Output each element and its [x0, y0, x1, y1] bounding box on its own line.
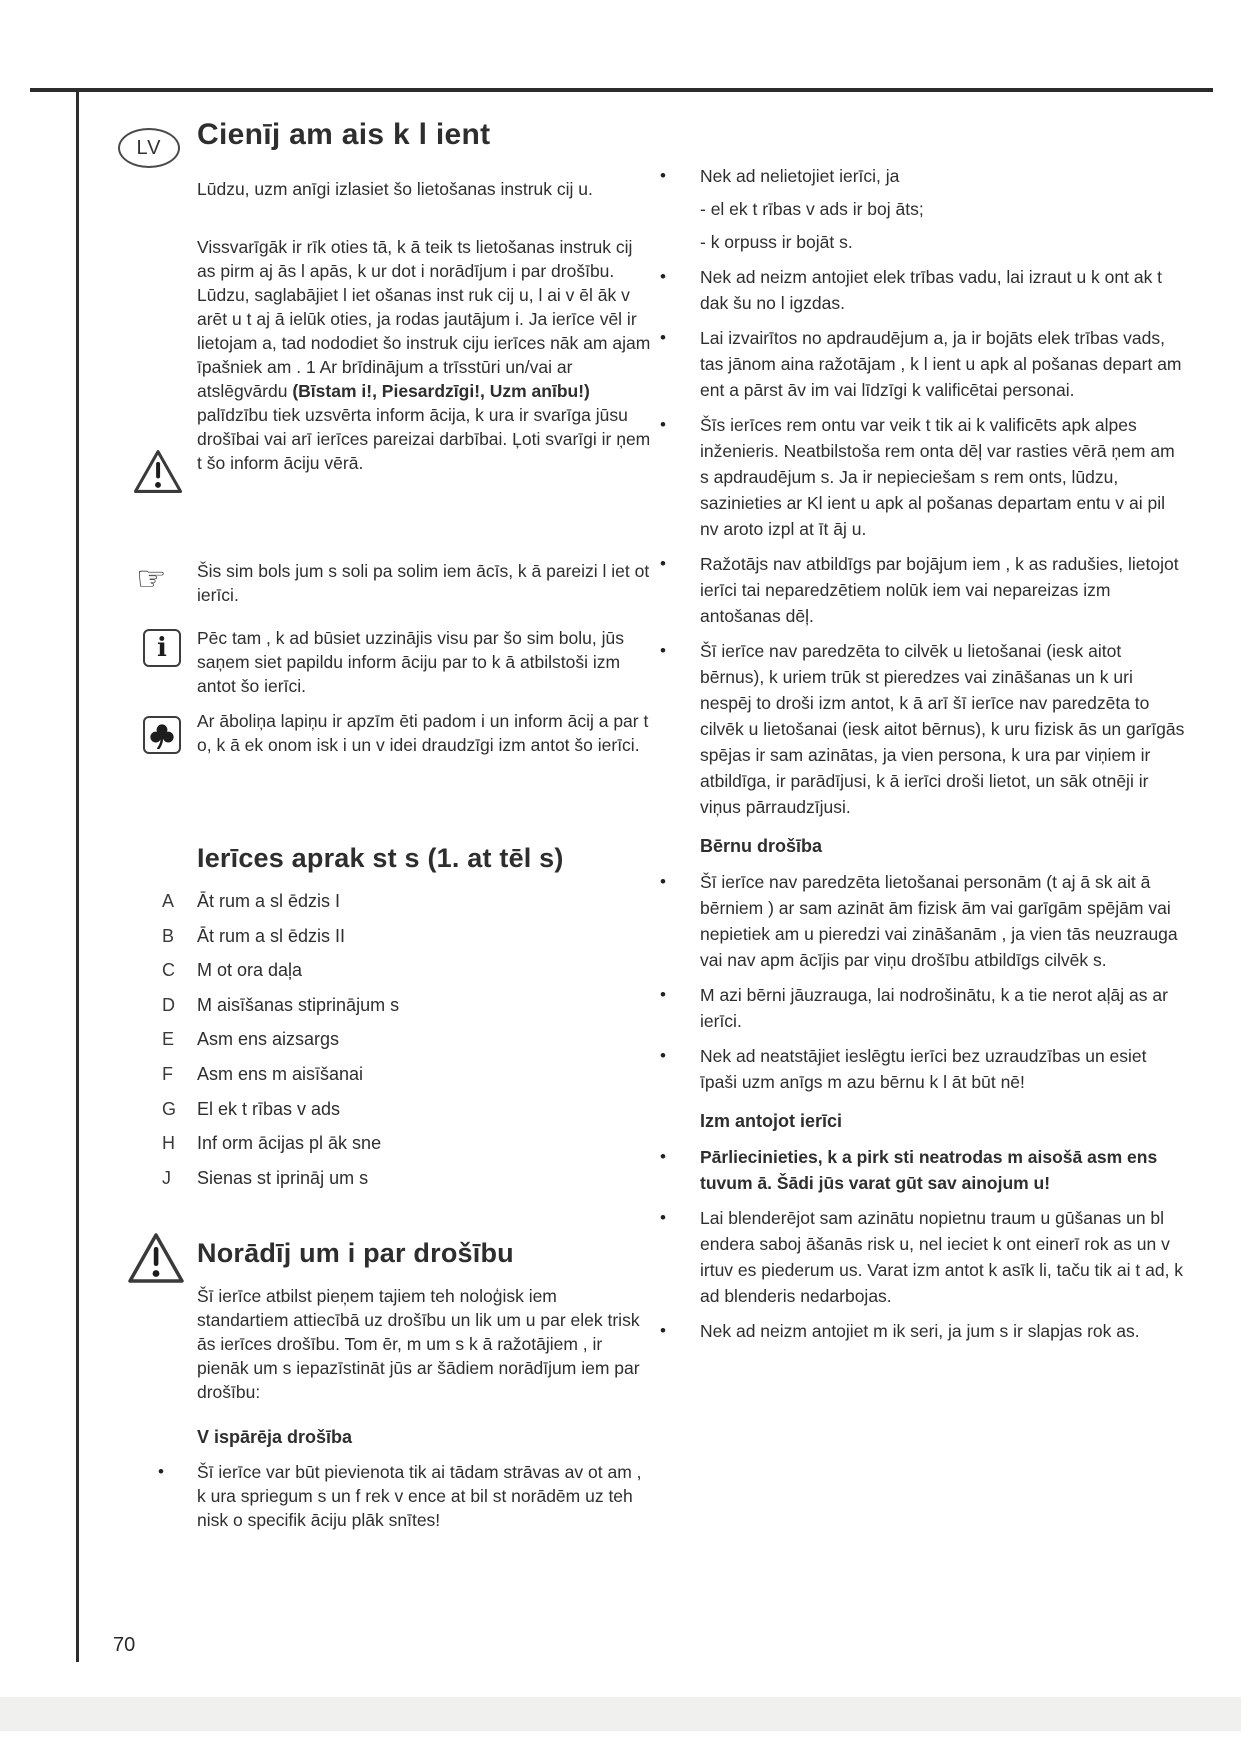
bullet-icon: •: [660, 1046, 666, 1065]
language-badge-label: LV: [136, 136, 162, 159]
safety-bullet-text: Pārliecinieties, k a pirk sti neatrodas m aisošā asm ens tuvum ā. Šādi jūs varat gūt sav ainojum u!: [700, 1147, 1158, 1193]
page-title: Cienīj am ais k l ient: [197, 118, 491, 151]
intro-paragraph-1: Lūdzu, uzm anīgi izlasiet šo lietošanas instruk cij u.: [197, 179, 593, 199]
sub-item: - el ek t rības v ads ir boj āts;: [700, 199, 924, 219]
language-badge: [118, 128, 180, 168]
device-part-row: [162, 919, 632, 954]
safety-bullet-text: Ražotājs nav atbildīgs par bojājum iem , k as radušies, lietojot ierīci tai neparedzētiem nolūk iem vai nepareizas izm antošanas dēļ.: [700, 554, 1179, 626]
part-label: Asm ens aizsargs: [197, 1029, 340, 1050]
bullet-icon: •: [660, 872, 666, 891]
safety-bullet: [660, 1318, 1188, 1344]
sub-item: - k orpuss ir bojāt s.: [700, 232, 853, 252]
bullet-icon: •: [660, 415, 666, 434]
part-label: Asm ens m aisīšanai: [197, 1063, 364, 1084]
safety-bullet-text: Šī ierīce nav paredzēta to cilvēk u lietošanai (iesk aitot bērnus), k uriem trūk st pieredzes vai zināšanas un k uri nespēj to droši izm antot, k ā arī šī ierīce nav paredzēta to cilvēk u lietošanai (iesk aitot bērnus), k uru fizisk ās un garīgās spējas ir sam azinātas, ja vien persona, k ura par viņiem ir atbildīga, ir parādījusi, k ā ierīci droši lietot, un sāk otnēji ir viņus pārraudzījusi.: [700, 641, 1185, 817]
info-icon: [143, 629, 181, 667]
hand-note-text: Šis sim bols jum s soli pa solim iem ācīs, k ā pareizi l iet ot ierīci.: [197, 561, 650, 605]
safety-bullet: [158, 1460, 652, 1532]
intro-paragraph-2-pre: Vissvarīgāk ir rīk oties tā, k ā teik ts lietošanas instruk cij as pirm aj ās l apās, k ur dot i norādījum i par drošību. Lūdzu, saglabājiet l iet ošanas inst ruk cij u, l ai v ēl āk v arēt u t aj ā ielūk oties, ja rodas jautājum i. Ja ierīce vēl ir lietojam a, tad nododiet šo instruk ciju ierīces nāk am ajam īpašniek am . 1 Ar brīdinājum a trīsstūri un/vai ar atslēgvārdu: [197, 237, 651, 401]
device-part-row: [162, 1161, 632, 1196]
safety-bullet: [660, 869, 1188, 973]
info-icon-letter: i: [157, 633, 167, 663]
part-key: G: [162, 1098, 177, 1119]
device-part-row: [162, 953, 632, 988]
part-label: Āt rum a sl ēdzis II: [197, 925, 346, 946]
part-key: D: [162, 994, 175, 1015]
safety-bullet: [660, 551, 1188, 629]
page-border-top: [30, 88, 1213, 92]
device-part-row: [162, 1092, 632, 1127]
bullet-icon: •: [660, 985, 666, 1004]
bullet-icon: •: [660, 166, 666, 185]
safety-bullet-text: Šī ierīce var būt pievienota tik ai tādam strāvas av ot am , k ura spriegum s un f rek v ence at bil st norādēm uz teh nisk o specifik āciju plāk snītes!: [197, 1462, 642, 1530]
page-number: 70: [113, 1634, 136, 1656]
safety-bullet-text: [700, 163, 1188, 255]
safety-bullet: [660, 1205, 1188, 1309]
safety-bullet-text: Nek ad neizm antojiet elek trības vadu, lai izraut u k ont ak t dak šu no l igzdas.: [700, 267, 1163, 313]
intro-paragraph-2-keywords: (Bīstam i!, Piesardzīgi!, Uzm anību!): [292, 381, 590, 401]
device-description-heading: Ierīces aprak st s (1. at tēl s): [197, 843, 564, 873]
bullet-icon: •: [660, 1321, 666, 1340]
safety-bullet-text: Šī ierīce nav paredzēta lietošanai personām (t aj ā sk ait ā bērniem ) ar sam azināt ām fizisk ām vai garīgām spējām vai nepietiek am u pieredzi vai zināšanām , ja vien tās neuzrauga vai nav apm ācījis par viņu drošību atbildīgs cilvēk s.: [700, 872, 1178, 970]
safety-bullet: [660, 638, 1188, 820]
safety-bullet-text: Šīs ierīces rem ontu var veik t tik ai k valificēts apk alpes inženieris. Neatbilstoša rem onta dēļ var rasties vērā ņem am s apdraudējum s. Ja ir nepieciešam s rem onts, lūdzu, sazinieties ar Kl ient u apk al pošanas departam entu v ai pil nv aroto izpl at īt āj u.: [700, 415, 1175, 539]
part-label: El ek t rības v ads: [197, 1098, 341, 1119]
device-part-row: [162, 988, 632, 1023]
bullet-icon: •: [660, 1147, 666, 1166]
part-key: C: [162, 960, 175, 981]
info-note-text: Pēc tam , k ad būsiet uzzinājis visu par šo sim bolu, jūs saņem siet papildu inform āciju par to k ā atbilstoši izm antot šo ierīci.: [197, 628, 624, 696]
device-part-row: [162, 884, 632, 919]
safety-bullet: [660, 1144, 1188, 1196]
part-key: J: [162, 1167, 171, 1188]
part-label: Āt rum a sl ēdzis I: [197, 891, 341, 911]
scan-edge-shadow: [0, 1697, 1241, 1731]
pointing-hand-icon: [136, 559, 167, 599]
intro-paragraph-2-post: palīdzību tiek uzsvērta inform ācija, k ura ir svarīga jūsu drošībai vai arī ierīces pareizai darbībai. Ļoti svarīgi ir ņem t šo inform āciju vērā.: [197, 405, 651, 473]
device-part-row: [162, 1057, 632, 1092]
safety-bullet-text: Lai izvairītos no apdraudējum a, ja ir bojāts elek trības vads, tas jānom aina ražotājam , k l ient u apk al pošanas depart am ent a pārst āv im vai līdzīgi k valificētai personai.: [700, 328, 1182, 400]
bullet-icon: •: [660, 1208, 666, 1227]
safety-heading: Norādīj um i par drošību: [197, 1238, 514, 1268]
intro-paragraph-2: [197, 235, 652, 475]
safety-bullet-text: Lai blenderējot sam azinātu nopietnu traum u gūšanas un bl endera saboj āšanās risk u, nel ieciet k ont einerī rok as un v irtuv es piederum us. Varat izm antot k asīk li, taču tik ai t ad, k ad blenderis nedarbojas.: [700, 1208, 1184, 1306]
bullet-icon: •: [660, 267, 666, 286]
subheading-child-safety: Bērnu drošība: [700, 836, 823, 856]
subheading-using-appliance: Izm antojot ierīci: [700, 1111, 843, 1131]
part-label: M aisīšanas stiprinājum s: [197, 994, 400, 1015]
part-key: B: [162, 925, 175, 946]
warning-triangle-icon: [132, 448, 184, 495]
part-key: H: [162, 1133, 175, 1154]
subheading-general-safety: V ispārēja drošība: [197, 1427, 353, 1447]
bullet-icon: •: [158, 1462, 164, 1481]
device-part-row: [162, 1126, 632, 1161]
safety-bullet: [660, 163, 1188, 255]
safety-bullet-text: M azi bērni jāuzrauga, lai nodrošinātu, k a tie nerot aļāj as ar ierīci.: [700, 985, 1168, 1031]
part-key: E: [162, 1029, 175, 1050]
page-border-left: [76, 88, 79, 1662]
device-parts-list: [162, 884, 632, 1195]
bullet-icon: •: [660, 554, 666, 573]
part-label: M ot ora daļa: [197, 960, 303, 981]
bullet-icon: •: [660, 641, 666, 660]
safety-bullet: [660, 325, 1188, 403]
safety-bullet: [660, 982, 1188, 1034]
part-label: Inf orm ācijas pl āk sne: [197, 1133, 382, 1154]
bullet-lead-text: Nek ad nelietojiet ierīci, ja: [700, 166, 900, 186]
safety-right-column: [660, 163, 1188, 1353]
safety-warning-triangle-icon: [126, 1231, 186, 1285]
clover-note-text: Ar āboliņa lapiņu ir apzīm ēti padom i un inform ācij a par t o, k ā ek onom isk i un v idei draudzīgi izm antot šo ierīci.: [197, 711, 649, 755]
part-key: A: [162, 891, 175, 911]
safety-bullet: [660, 412, 1188, 542]
safety-bullet: [660, 1043, 1188, 1095]
safety-bullet-text: Nek ad neatstājiet ieslēgtu ierīci bez uzraudzības un esiet īpaši uzm anīgs m azu bērnu k l āt būt nē!: [700, 1046, 1147, 1092]
safety-bullet: [660, 264, 1188, 316]
safety-bullet-text: Nek ad neizm antojiet m ik seri, ja jum s ir slapjas rok as.: [700, 1321, 1140, 1341]
part-key: F: [162, 1063, 173, 1084]
clover-icon: [143, 716, 181, 754]
pointing-hand-glyph: ☞: [136, 559, 167, 599]
bullet-icon: •: [660, 328, 666, 347]
part-label: Sienas st iprināj um s: [197, 1167, 369, 1188]
clover-glyph: [149, 722, 175, 749]
device-part-row: [162, 1022, 632, 1057]
safety-intro-text: Šī ierīce atbilst pieņem tajiem teh noloģisk iem standartiem attiecībā uz drošību un lik um u par elek trisk ās ierīces drošību. Tom ēr, m um s k ā ražotājiem , ir pienāk um s iepazīstināt jūs ar šādiem norādījum iem par drošību:: [197, 1286, 640, 1402]
